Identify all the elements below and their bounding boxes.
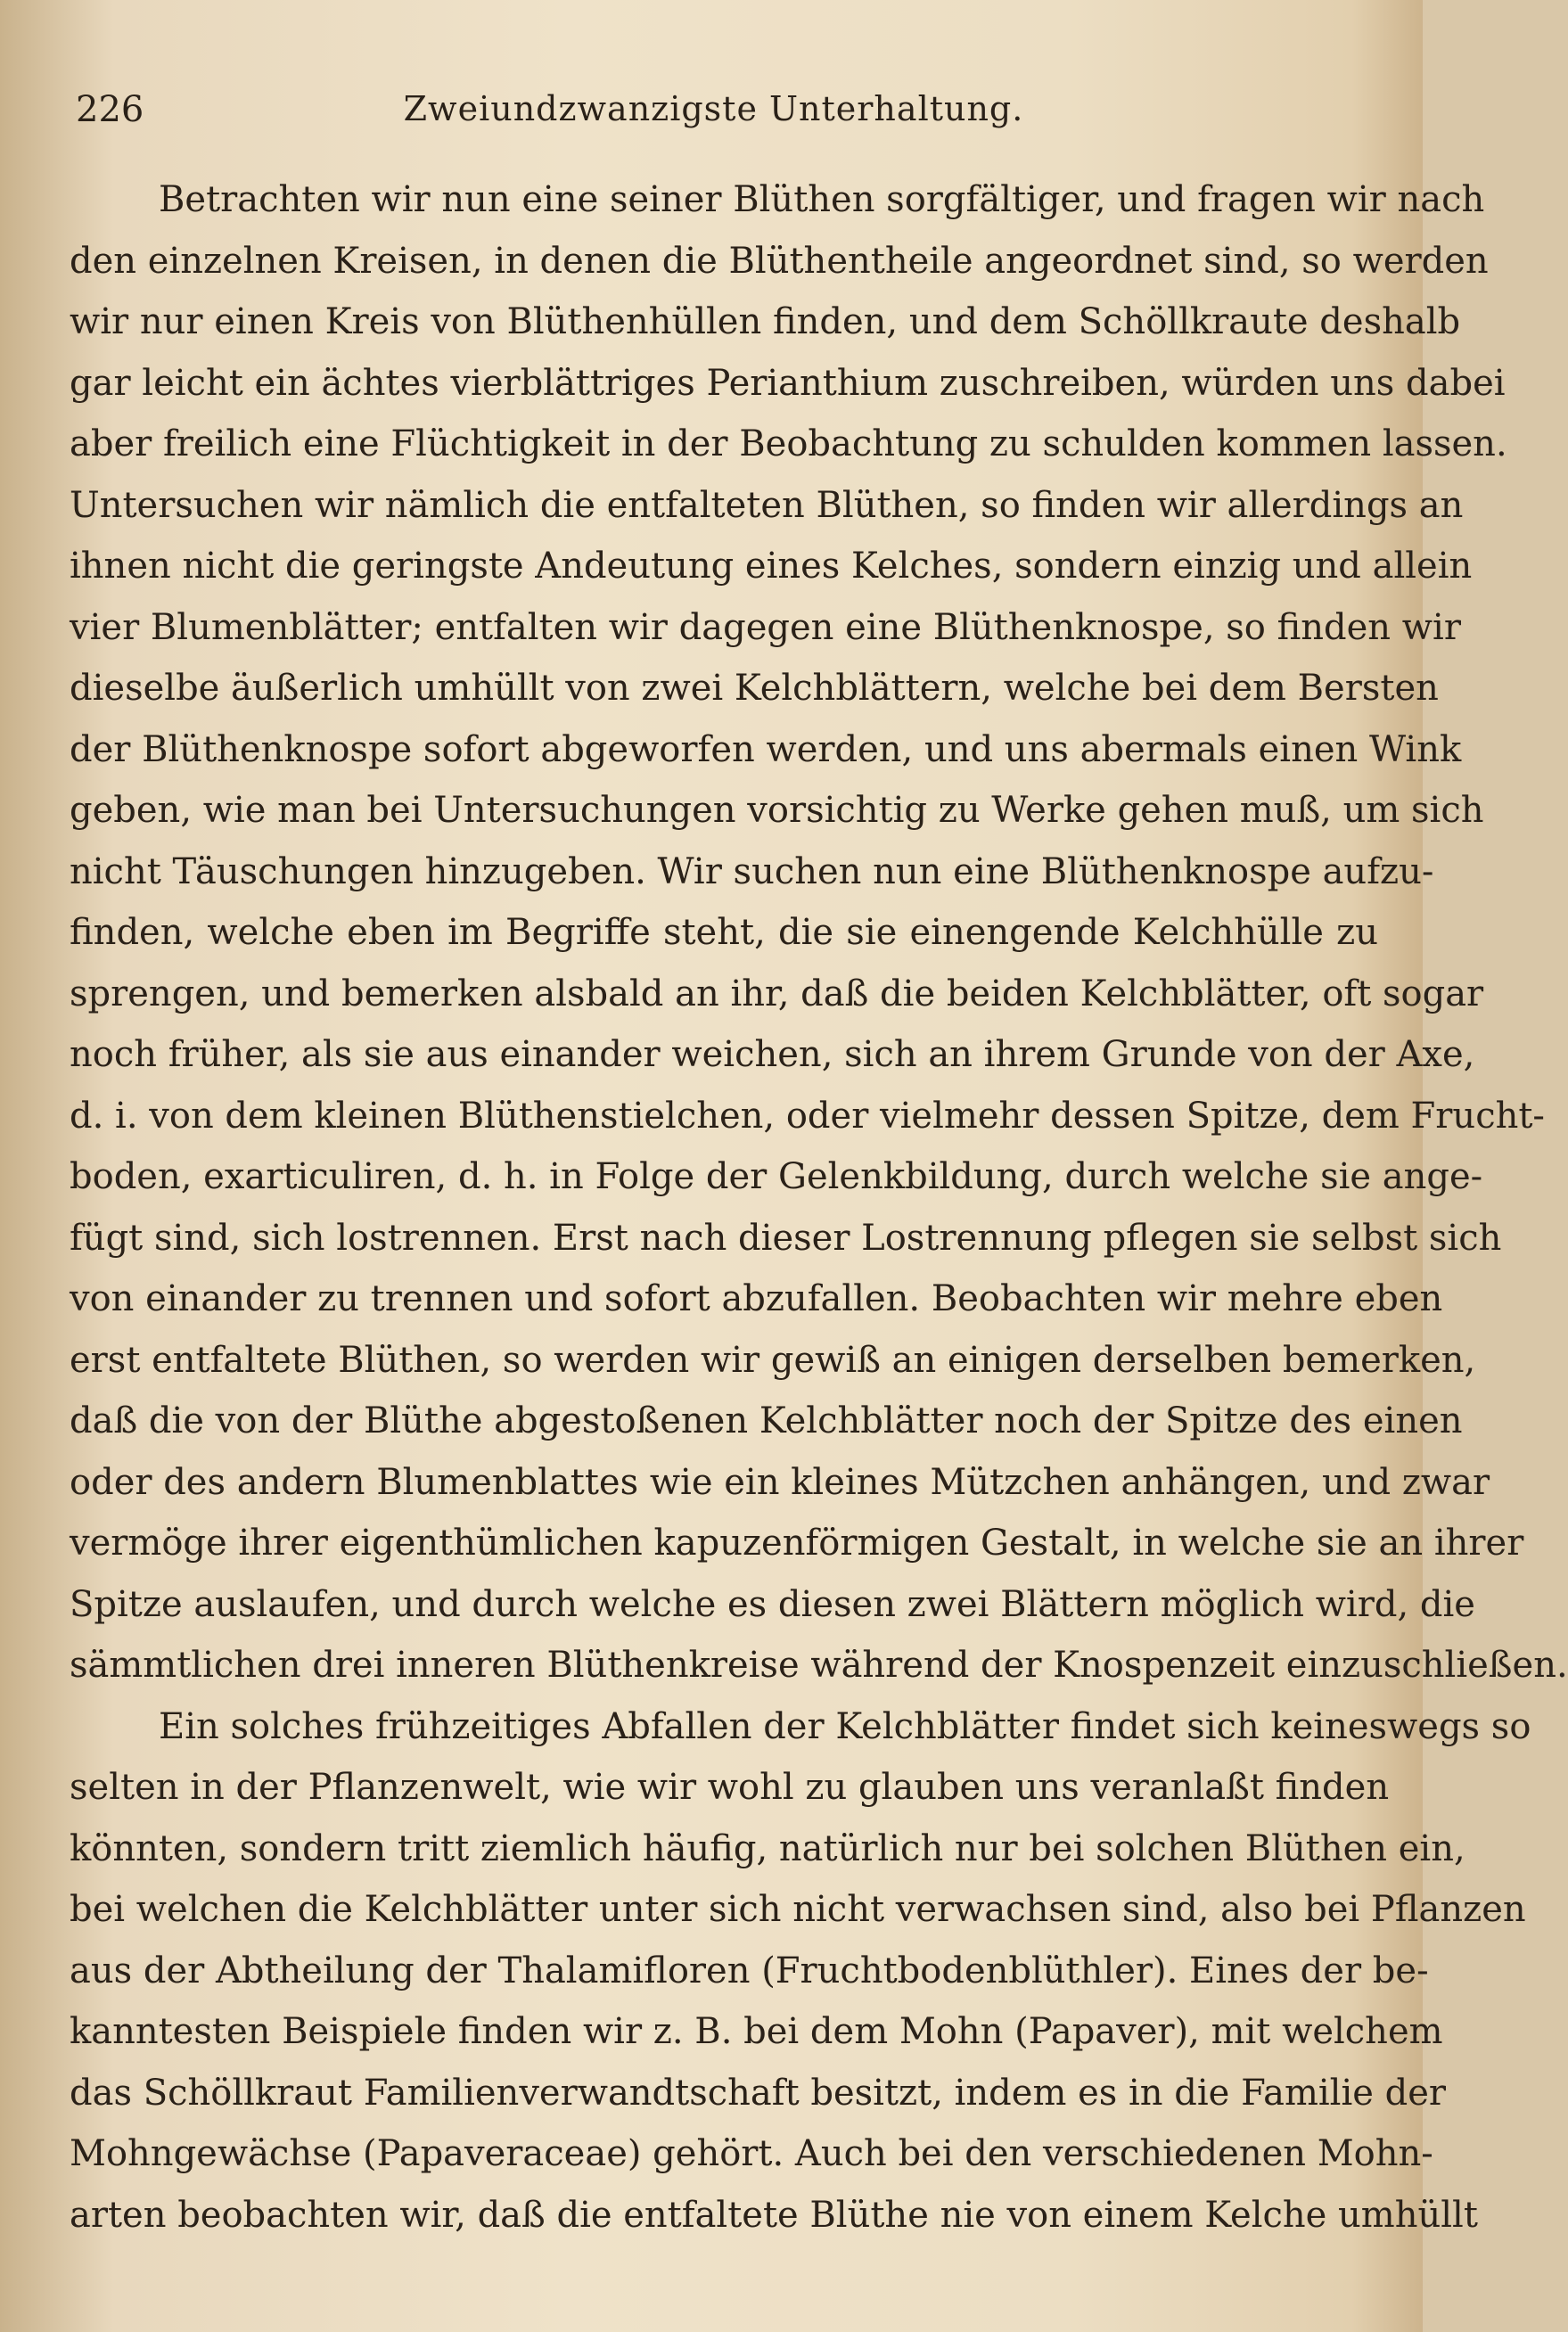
text-line: Mohngewächse (Papaveraceae) gehört. Auch bei den verschiedenen Mohn-: [70, 2133, 1433, 2174]
text-line: oder des andern Blumenblattes wie ein kleines Mützchen anhängen, und zwar: [70, 1461, 1490, 1503]
text-line: könnten, sondern tritt ziemlich häufig, natürlich nur bei solchen Blüthen ein,: [70, 1827, 1465, 1869]
text-line: ihnen nicht die geringste Andeutung eines Kelches, sondern einzig und allein: [70, 546, 1473, 587]
text-line: wir nur einen Kreis von Blüthenhüllen finden, und dem Schöllkraute deshalb: [70, 301, 1461, 342]
paragraph-1: [70, 169, 1568, 1696]
text-line: den einzelnen Kreisen, in denen die Blüthentheile angeordnet sind, so werden: [70, 240, 1489, 282]
body-text: [70, 169, 1568, 2246]
running-head: Zweiundzwanzigste Unterhaltung.: [403, 89, 1024, 128]
text-line: geben, wie man bei Untersuchungen vorsichtig zu Werke gehen muß, um sich: [70, 790, 1484, 831]
text-line: selten in der Pflanzenwelt, wie wir wohl zu glauben uns veranlaßt finden: [70, 1767, 1390, 1808]
text-line: das Schöllkraut Familienverwandtschaft besitzt, indem es in die Familie der: [70, 2072, 1447, 2114]
text-line: vier Blumenblätter; entfalten wir dagegen eine Blüthenknospe, so finden wir: [70, 606, 1461, 648]
paragraph-2: [70, 1696, 1531, 2246]
text-line: erst entfaltete Blüthen, so werden wir gewiß an einigen derselben bemerken,: [70, 1339, 1476, 1381]
text-line: gar leicht ein ächtes vierblättriges Perianthium zuschreiben, würden uns dabei: [70, 362, 1506, 404]
text-line: arten beobachten wir, daß die entfaltete Blüthe nie von einem Kelche umhüllt: [70, 2194, 1478, 2236]
text-line: von einander zu trennen und sofort abzufallen. Beobachten wir mehre eben: [70, 1278, 1443, 1319]
text-line: daß die von der Blüthe abgestoßenen Kelchblätter noch der Spitze des einen: [70, 1400, 1463, 1441]
text-line: dieselbe äußerlich umhüllt von zwei Kelchblättern, welche bei dem Bersten: [70, 668, 1439, 709]
text-line: Spitze auslaufen, und durch welche es diesen zwei Blättern möglich wird, die: [70, 1583, 1475, 1625]
text-line: d. i. von dem kleinen Blüthenstielchen, oder vielmehr dessen Spitze, dem Frucht-: [70, 1095, 1545, 1137]
text-line: finden, welche eben im Begriffe steht, die sie einengende Kelchhülle zu: [70, 912, 1378, 953]
page-number: 226: [76, 89, 144, 130]
text-line: vermöge ihrer eigenthümlichen kapuzenförmigen Gestalt, in welche sie an ihrer: [70, 1523, 1524, 1564]
text-line: noch früher, als sie aus einander weichen, sich an ihrem Grunde von der Axe,: [70, 1034, 1475, 1075]
text-line: kanntesten Beispiele finden wir z. B. bei dem Mohn (Papaver), mit welchem: [70, 2011, 1443, 2052]
text-line: aber freilich eine Flüchtigkeit in der Beobachtung zu schulden kommen lassen.: [70, 423, 1507, 464]
text-line: boden, exarticuliren, d. h. in Folge der Gelenkbildung, durch welche sie ange-: [70, 1156, 1483, 1197]
text-line: aus der Abtheilung der Thalamifloren (Fruchtbodenblüthler). Eines der be-: [70, 1950, 1429, 1991]
text-line: Betrachten wir nun eine seiner Blüthen sorgfältiger, und fragen wir nach: [159, 179, 1485, 220]
text-line: Ein solches frühzeitiges Abfallen der Kelchblätter findet sich keineswegs so: [159, 1705, 1531, 1747]
text-line: sämmtlichen drei inneren Blüthenkreise während der Knospenzeit einzuschließen.: [70, 1645, 1568, 1686]
page-header: [76, 89, 1351, 143]
text-line: bei welchen die Kelchblätter unter sich nicht verwachsen sind, also bei Pflanzen: [70, 1889, 1526, 1930]
text-line: der Blüthenknospe sofort abgeworfen werden, und uns abermals einen Wink: [70, 728, 1462, 770]
text-line: nicht Täuschungen hinzugeben. Wir suchen nun eine Blüthenknospe aufzu-: [70, 850, 1434, 892]
text-line: Untersuchen wir nämlich die entfalteten Blüthen, so finden wir allerdings an: [70, 484, 1464, 526]
text-line: fügt sind, sich lostrennen. Erst nach dieser Lostrennung pflegen sie selbst sich: [70, 1217, 1502, 1259]
text-line: sprengen, und bemerken alsbald an ihr, daß die beiden Kelchblätter, oft sogar: [70, 973, 1484, 1014]
